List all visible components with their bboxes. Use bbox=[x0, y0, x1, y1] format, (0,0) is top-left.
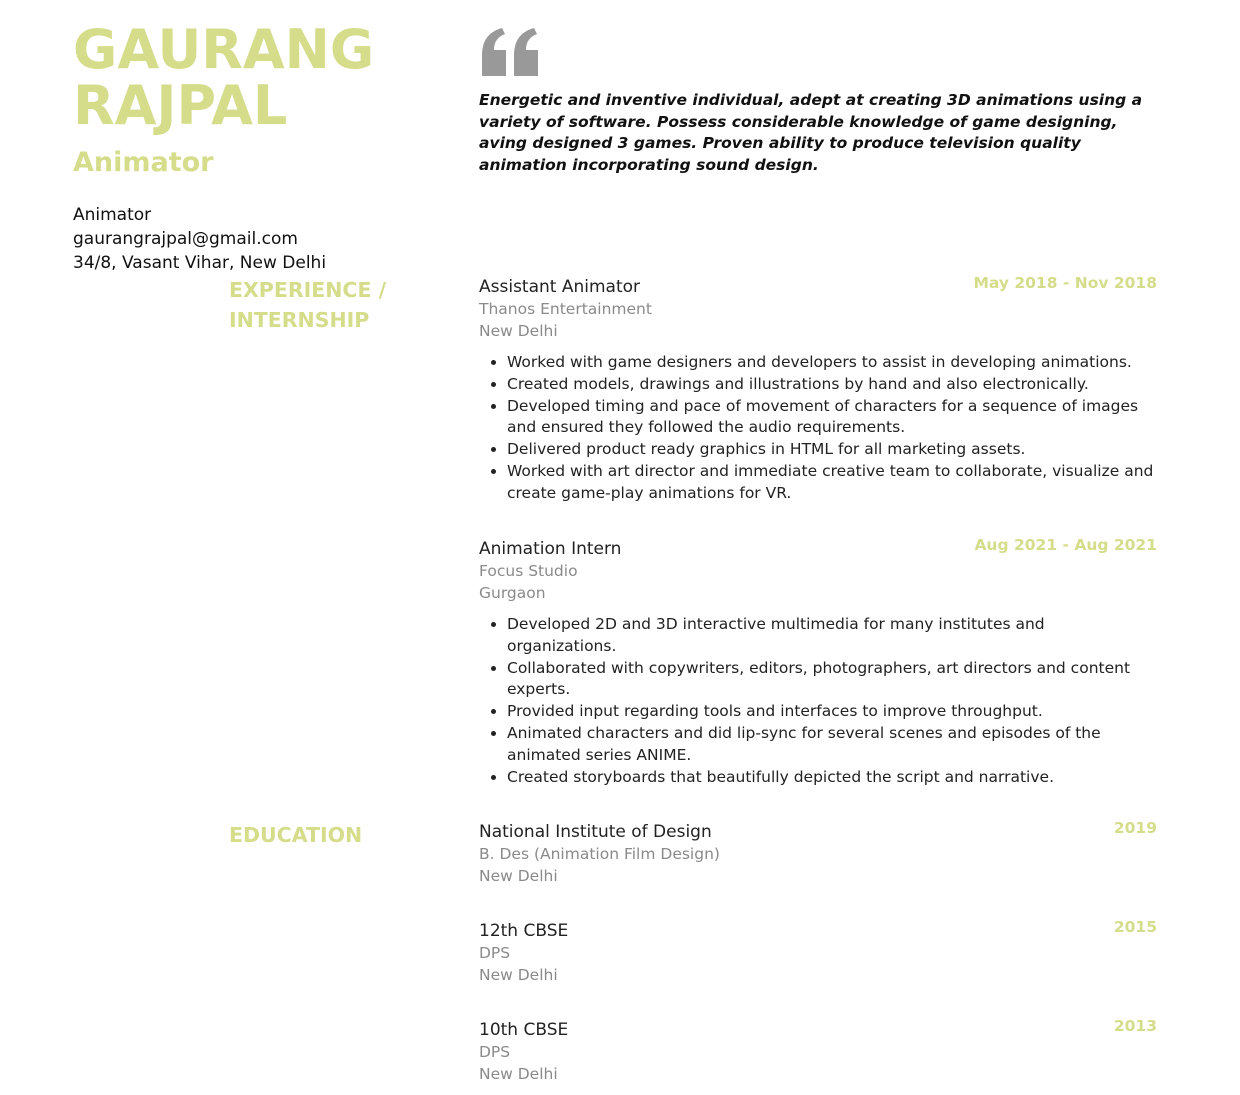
section-label-education: EDUCATION bbox=[229, 823, 363, 847]
job-location: Gurgaon bbox=[479, 584, 546, 602]
education-year: 2013 bbox=[1113, 1017, 1157, 1035]
education-entry bbox=[479, 1019, 1157, 1085]
entry-header bbox=[479, 538, 1157, 560]
school-name: 12th CBSE bbox=[479, 921, 569, 941]
responsibility-item: • Collaborated with copywriters, editors, photographers, art directors and content experts. bbox=[507, 658, 1157, 702]
first-name: GAURANG bbox=[73, 18, 375, 81]
job-dates: Aug 2021 - Aug 2021 bbox=[974, 536, 1157, 554]
responsibility-item: • Worked with game designers and developers to assist in developing animations. bbox=[507, 352, 1157, 374]
responsibility-item: • Worked with art director and immediate creative team to collaborate, visualize and create game-play animations for VR. bbox=[507, 461, 1157, 505]
candidate-role: Animator bbox=[73, 147, 214, 178]
degree-name: DPS bbox=[479, 944, 511, 962]
degree-name: DPS bbox=[479, 1043, 511, 1061]
job-title: Assistant Animator bbox=[479, 277, 641, 297]
responsibility-item: • Created storyboards that beautifully depicted the script and narrative. bbox=[507, 767, 1157, 789]
contact-title: Animator bbox=[73, 205, 152, 225]
contact-block bbox=[73, 203, 326, 275]
responsibility-item: • Created models, drawings and illustrations by hand and also electronically. bbox=[507, 374, 1157, 396]
experience-entry bbox=[479, 276, 1157, 505]
entry-header bbox=[479, 1019, 1157, 1041]
entry-header bbox=[479, 821, 1157, 843]
education-year: 2019 bbox=[1113, 819, 1157, 837]
entry-header bbox=[479, 920, 1157, 942]
job-title: Animation Intern bbox=[479, 539, 622, 559]
company-name: Focus Studio bbox=[479, 562, 578, 580]
professional-summary: Energetic and inventive individual, adept at creating 3D animations using a variety of software. Possess considerable knowledge of game designing, aving designed 3 games. Proven ability to produce television quality animation incorporating sound design. bbox=[479, 91, 1143, 175]
school-location: New Delhi bbox=[479, 867, 558, 885]
experience-label-line2: INTERNSHIP bbox=[229, 308, 370, 332]
responsibility-item: • Animated characters and did lip-sync for several scenes and episodes of the animated series ANIME. bbox=[507, 723, 1157, 767]
education-entry bbox=[479, 821, 1157, 887]
responsibility-item: • Provided input regarding tools and interfaces to improve throughput. bbox=[507, 701, 1157, 723]
last-name: RAJPAL bbox=[73, 74, 288, 137]
responsibility-list bbox=[479, 352, 1157, 505]
education-year: 2015 bbox=[1113, 918, 1157, 936]
candidate-name bbox=[73, 18, 375, 137]
school-name: National Institute of Design bbox=[479, 822, 712, 842]
education-entry bbox=[479, 920, 1157, 986]
school-location: New Delhi bbox=[479, 966, 558, 984]
entry-header bbox=[479, 276, 1157, 298]
section-label-experience bbox=[229, 275, 386, 335]
job-location: New Delhi bbox=[479, 322, 558, 340]
school-location: New Delhi bbox=[479, 1065, 558, 1083]
job-dates: May 2018 - Nov 2018 bbox=[973, 274, 1157, 292]
experience-entry bbox=[479, 538, 1157, 788]
responsibility-item: • Developed timing and pace of movement of characters for a sequence of images and ensured they followed the audio requirements. bbox=[507, 396, 1157, 440]
contact-email: gaurangrajpal@gmail.com bbox=[73, 229, 298, 249]
quote-icon bbox=[478, 28, 542, 78]
responsibility-list bbox=[479, 614, 1157, 788]
responsibility-item: • Developed 2D and 3D interactive multimedia for many institutes and organizations. bbox=[507, 614, 1157, 658]
degree-name: B. Des (Animation Film Design) bbox=[479, 845, 720, 863]
responsibility-item: • Delivered product ready graphics in HTML for all marketing assets. bbox=[507, 439, 1157, 461]
experience-label-line1: EXPERIENCE / bbox=[229, 278, 387, 302]
contact-address: 34/8, Vasant Vihar, New Delhi bbox=[73, 253, 327, 273]
company-name: Thanos Entertainment bbox=[479, 300, 652, 318]
school-name: 10th CBSE bbox=[479, 1020, 569, 1040]
